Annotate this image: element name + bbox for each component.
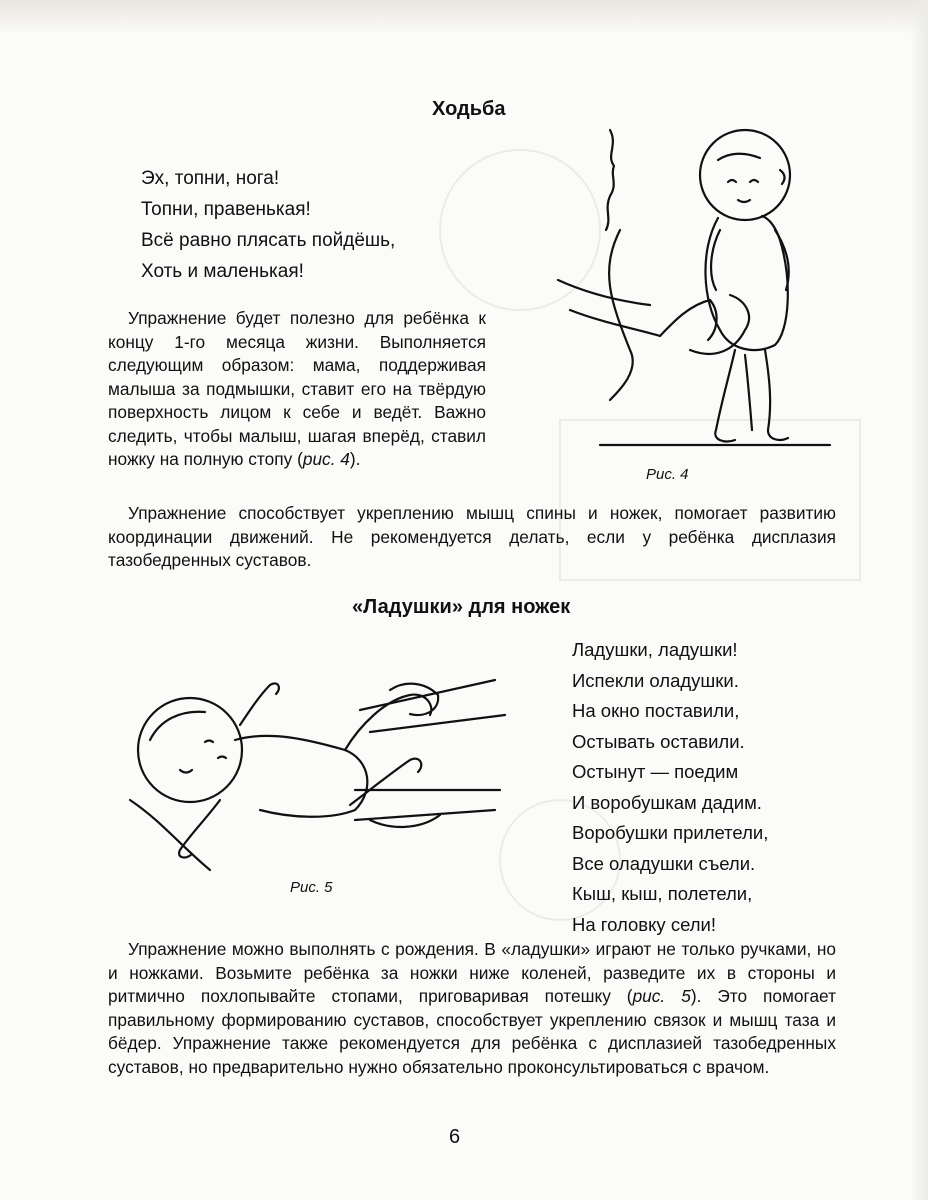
paragraph-text: Упражнение будет полезно для ребёнка к концу 1-го месяца жизни. Выполняется следующим образом: мама, поддерживая малыша за подмышки, ставит его на твёрдую поверхность лицом к себе и ведёт. Важно следить, чтобы малыш, шагая вперёд, ставил ножку на полную стопу ( — [108, 308, 486, 469]
poem-line: Испекли оладушки. — [572, 669, 739, 691]
poem-line: Эх, топни, нога! — [141, 168, 280, 189]
walking-poem — [141, 163, 395, 287]
figure-5-caption: Рис. 5 — [290, 879, 333, 896]
poem-line: Все оладушки съели. — [572, 852, 756, 874]
poem-line: Всё равно плясать пойдёшь, — [141, 230, 396, 251]
page-number: 6 — [449, 1126, 461, 1148]
poem-line: Хоть и маленькая! — [141, 261, 304, 282]
section-title-ladushki: «Ладушки» для ножек — [352, 596, 571, 618]
walking-paragraph-1 — [108, 307, 486, 472]
poem-line: И воробушкам дадим. — [572, 791, 762, 813]
poem-line: Ладушки, ладушки! — [572, 639, 738, 660]
page-top-shadow — [0, 0, 928, 34]
section-title-walking: Ходьба — [432, 98, 506, 120]
poem-line: Воробушки прилетели, — [572, 822, 769, 843]
poem-line: Остывать оставили. — [572, 730, 745, 752]
walking-paragraph-2: Упражнение способствует укреплению мышц спины и ножек, помогает развитию координации движений. Не рекомендуется делать, если у ребёнка дисплазия тазобедренных суставов. — [108, 503, 836, 570]
ladushki-paragraph — [108, 938, 836, 1079]
figure-5-illustration — [120, 670, 510, 880]
poem-line: На головку сели! — [572, 913, 717, 935]
poem-line: Остынут — поедим — [572, 761, 739, 782]
figure-4-caption: Рис. 4 — [646, 466, 689, 483]
ladushki-poem — [572, 635, 768, 940]
paragraph-text: ). Это помогает правильному формированию суставов, способствует укреплению связок и мышц таза и бёдер. Упражнение также рекомендуется для ребёнка с дисплазией тазобедренных суставов, но предварительно нужно обязательно проконсультироваться с врачом. — [108, 986, 837, 1077]
poem-line: Топни, правенькая! — [141, 199, 311, 220]
paragraph-text: ). — [349, 449, 361, 469]
figure-4-illustration — [540, 100, 840, 470]
figure-reference: рис. 5 — [632, 986, 691, 1006]
figure-reference: рис. 4 — [302, 449, 350, 469]
poem-line: Кыш, кыш, полетели, — [572, 883, 753, 904]
poem-line: На окно поставили, — [572, 700, 740, 721]
paragraph-text: Упражнение можно выполнять с рождения. В «ладушки» играют не только ручками, но и ножками. Возьмите ребёнка за ножки ниже коленей, разведите их в стороны и ритмично похлопывайте стопами, приговаривая потешку ( — [108, 939, 836, 1006]
page-right-edge — [910, 0, 928, 1200]
